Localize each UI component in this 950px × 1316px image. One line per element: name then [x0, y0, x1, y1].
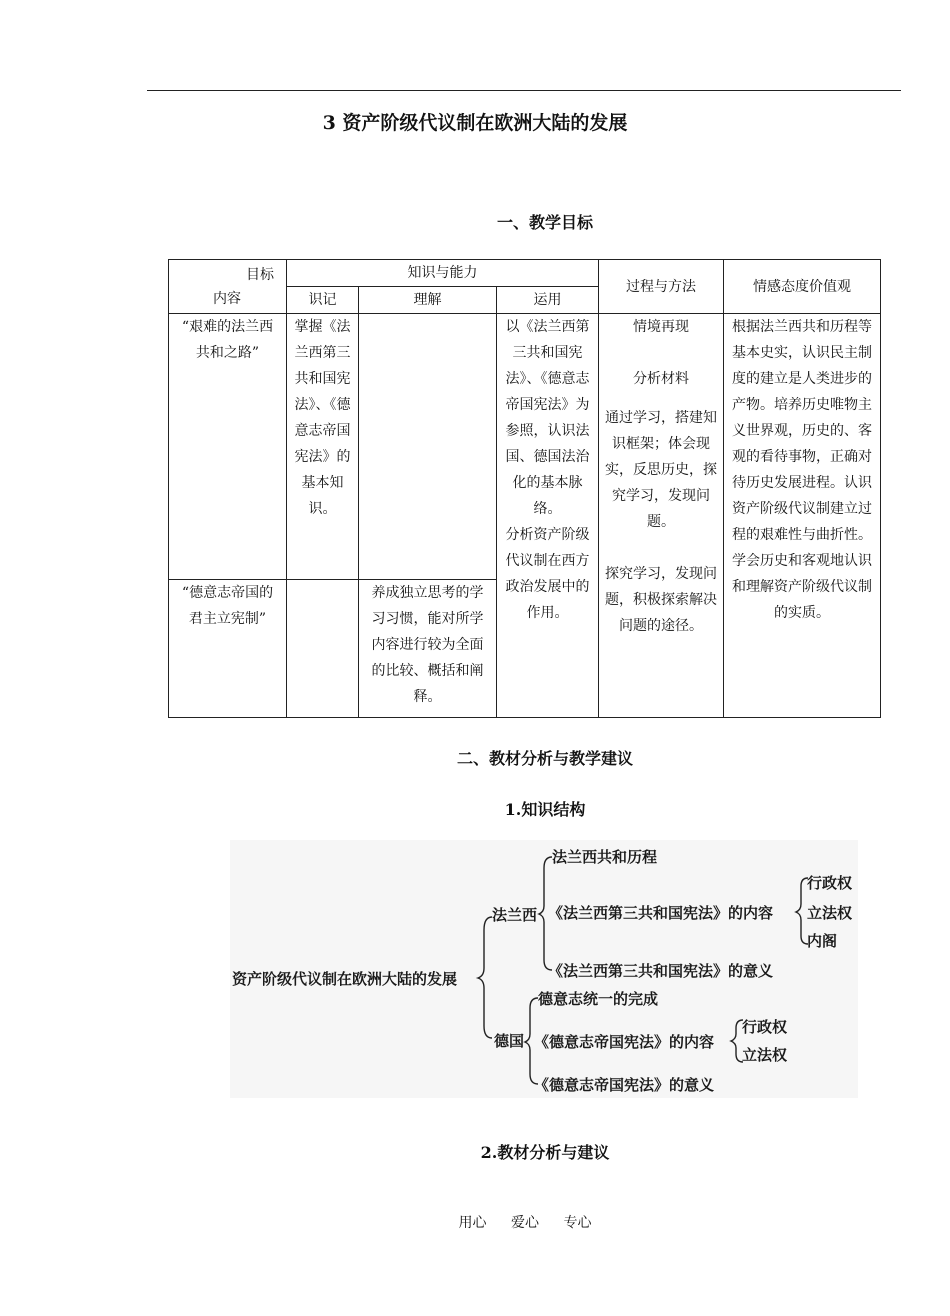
table-corner-cell [169, 260, 287, 314]
mindmap-france-legislative: 立法权 [807, 904, 853, 922]
mindmap-france-constitution-content: 《法兰西第三共和国宪法》的内容 [548, 904, 774, 922]
footer-word-3: 专心 [563, 1215, 592, 1231]
mindmap-france-executive: 行政权 [807, 874, 853, 892]
section-heading-analysis: 二、教材分析与教学建议 [456, 749, 633, 768]
root-brace [478, 917, 492, 1038]
mindmap-germany-constitution-content: 《德意志帝国宪法》的内容 [534, 1033, 715, 1051]
process-paragraph-1: 情境再现 [633, 319, 690, 335]
row2-memorize-cell [287, 580, 359, 718]
mindmap-germany-executive: 行政权 [742, 1018, 788, 1036]
header-memorize: 识记 [287, 287, 359, 314]
mindmap-germany-constitution-significance: 《德意志帝国宪法》的意义 [534, 1076, 715, 1094]
mindmap-germany: 德国 [494, 1032, 525, 1050]
emotion-cell: 根据法兰西共和历程等基本史实，认识民主制度的建立是人类进步的产物。培养历史唯物主义世界观，历史的、客观的看待事物，正确对待历史发展进程。认识资产阶级代议制建立过程的艰难性与曲折性。学会历史和客观地认识和理解资产阶级代议制的实质。 [724, 314, 881, 718]
knowledge-structure-diagram [230, 840, 858, 1098]
header-apply: 运用 [497, 287, 599, 314]
page-footer [50, 1212, 950, 1232]
footer-word-1: 用心 [458, 1215, 487, 1231]
row2-content-cell: “德意志帝国的君主立宪制” [169, 580, 287, 718]
header-process-method: 过程与方法 [599, 260, 724, 314]
mindmap-root: 资产阶级代议制在欧洲大陆的发展 [232, 970, 458, 988]
apply-paragraph-1: 以《法兰西第三共和国宪法》、《德意志帝国宪法》为参照，认识法国、德国法治化的基本脉络。 [505, 319, 590, 517]
footer-word-2: 爱心 [511, 1215, 539, 1231]
header-rule [147, 90, 901, 91]
subheading-textbook-analysis: 2.教材分析与建议 [480, 1143, 610, 1162]
process-paragraph-2: 分析材料 [633, 371, 690, 387]
header-understand: 理解 [359, 287, 497, 314]
row2-understand-cell: 养成独立思考的学习习惯，能对所学内容进行较为全面的比较、概括和阐释。 [359, 580, 497, 718]
page-title: 3 资产阶级代议制在欧洲大陆的发展 [322, 112, 628, 134]
mindmap-germany-unification: 德意志统一的完成 [538, 990, 659, 1008]
mindmap-france-cabinet: 内阁 [807, 932, 838, 950]
subheading-knowledge-structure: 1.知识结构 [504, 800, 586, 819]
row1-memorize-cell: 掌握《法兰西第三共和国宪法》、《德意志帝国宪法》的基本知识。 [287, 314, 359, 580]
mindmap-germany-legislative: 立法权 [742, 1046, 788, 1064]
process-paragraph-4: 探究学习，发现问题，积极探索解决问题的途径。 [605, 566, 718, 634]
section-heading-objectives: 一、教学目标 [496, 213, 593, 232]
row1-content-cell: “艰难的法兰西共和之路” [169, 314, 287, 580]
apply-paragraph-2: 分析资产阶级代议制在西方政治发展中的作用。 [505, 527, 590, 621]
corner-label-content: 内容 [213, 291, 241, 307]
mindmap-france: 法兰西 [492, 906, 538, 924]
row1-understand-cell [359, 314, 497, 580]
mindmap-france-history: 法兰西共和历程 [552, 848, 658, 866]
process-cell [599, 314, 724, 718]
objectives-table [168, 259, 881, 718]
mindmap-france-constitution-significance: 《法兰西第三共和国宪法》的意义 [548, 962, 774, 980]
header-knowledge-ability: 知识与能力 [287, 260, 599, 287]
apply-cell [497, 314, 599, 718]
header-emotion-values: 情感态度价值观 [724, 260, 881, 314]
corner-label-target: 目标 [246, 267, 274, 283]
process-paragraph-3: 通过学习，搭建知识框架；体会现实，反思历史，探究学习，发现问题。 [605, 410, 718, 530]
